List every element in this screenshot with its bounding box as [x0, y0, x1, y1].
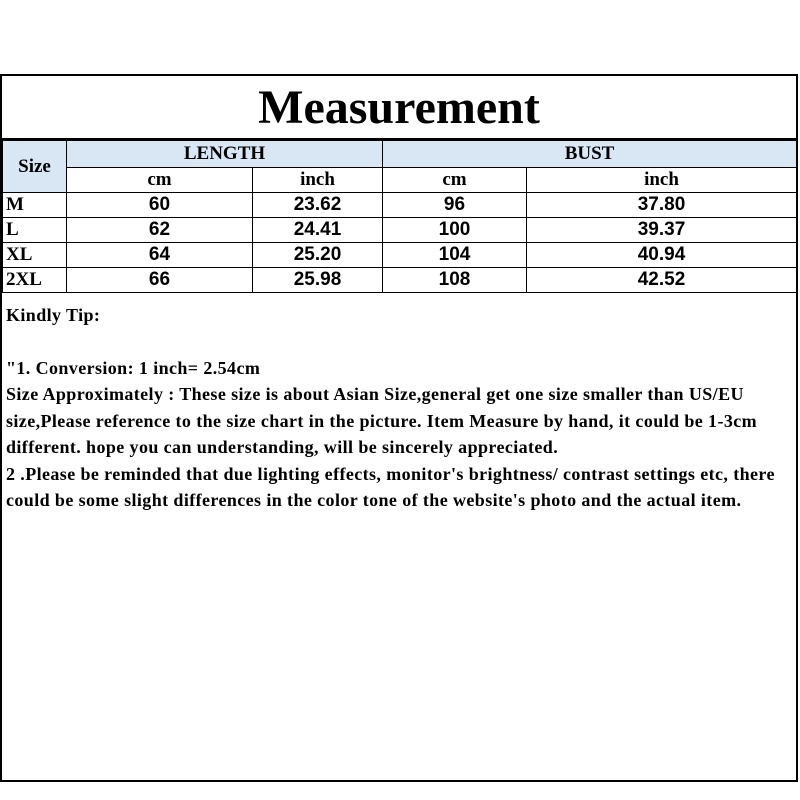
bust-group-header: BUST	[383, 141, 797, 168]
length-cm-header: cm	[67, 168, 253, 193]
size-column-header: Size	[3, 141, 67, 193]
bust-inch-header: inch	[527, 168, 797, 193]
table-row	[3, 193, 797, 218]
length-inch-cell: 25.20	[253, 243, 383, 268]
size-approximately-note: Size Approximately : These size is about Asian Size,general get one size smaller than US/EU size,Please reference to the size chart in the picture. Item Measure by hand, it could be 1-3cm different. hope you can understanding, will be sincerely appreciated.	[6, 384, 758, 457]
lighting-note: 2 .Please be reminded that due lighting effects, monitor's brightness/ contrast settings etc, there could be some slight differences in the color tone of the website's photo and the actual item.	[6, 463, 775, 510]
length-group-header: LENGTH	[67, 141, 383, 168]
bust-cm-cell: 104	[383, 243, 527, 268]
table-row	[3, 218, 797, 243]
tip-heading: Kindly Tip:	[6, 305, 101, 325]
size-chart-table	[2, 140, 797, 293]
length-cm-cell: 60	[67, 193, 253, 218]
size-cell: L	[3, 218, 67, 243]
size-cell: 2XL	[3, 268, 67, 293]
bust-inch-cell: 37.80	[527, 193, 797, 218]
length-cm-cell: 66	[67, 268, 253, 293]
length-cm-cell: 64	[67, 243, 253, 268]
length-inch-header: inch	[253, 168, 383, 193]
length-inch-cell: 24.41	[253, 218, 383, 243]
bust-cm-header: cm	[383, 168, 527, 193]
measurement-card	[0, 74, 798, 782]
bust-cm-cell: 108	[383, 268, 527, 293]
page-title: Measurement	[2, 76, 796, 140]
length-cm-cell: 62	[67, 218, 253, 243]
bust-inch-cell: 40.94	[527, 243, 797, 268]
size-cell: XL	[3, 243, 67, 268]
bust-cm-cell: 96	[383, 193, 527, 218]
kindly-tip-section	[6, 302, 794, 514]
bust-cm-cell: 100	[383, 218, 527, 243]
length-inch-cell: 23.62	[253, 193, 383, 218]
conversion-note: "1. Conversion: 1 inch= 2.54cm	[6, 357, 261, 378]
bust-inch-cell: 39.37	[527, 218, 797, 243]
length-inch-cell: 25.98	[253, 268, 383, 293]
bust-inch-cell: 42.52	[527, 268, 797, 293]
size-cell: M	[3, 193, 67, 218]
table-row	[3, 268, 797, 293]
table-row	[3, 243, 797, 268]
